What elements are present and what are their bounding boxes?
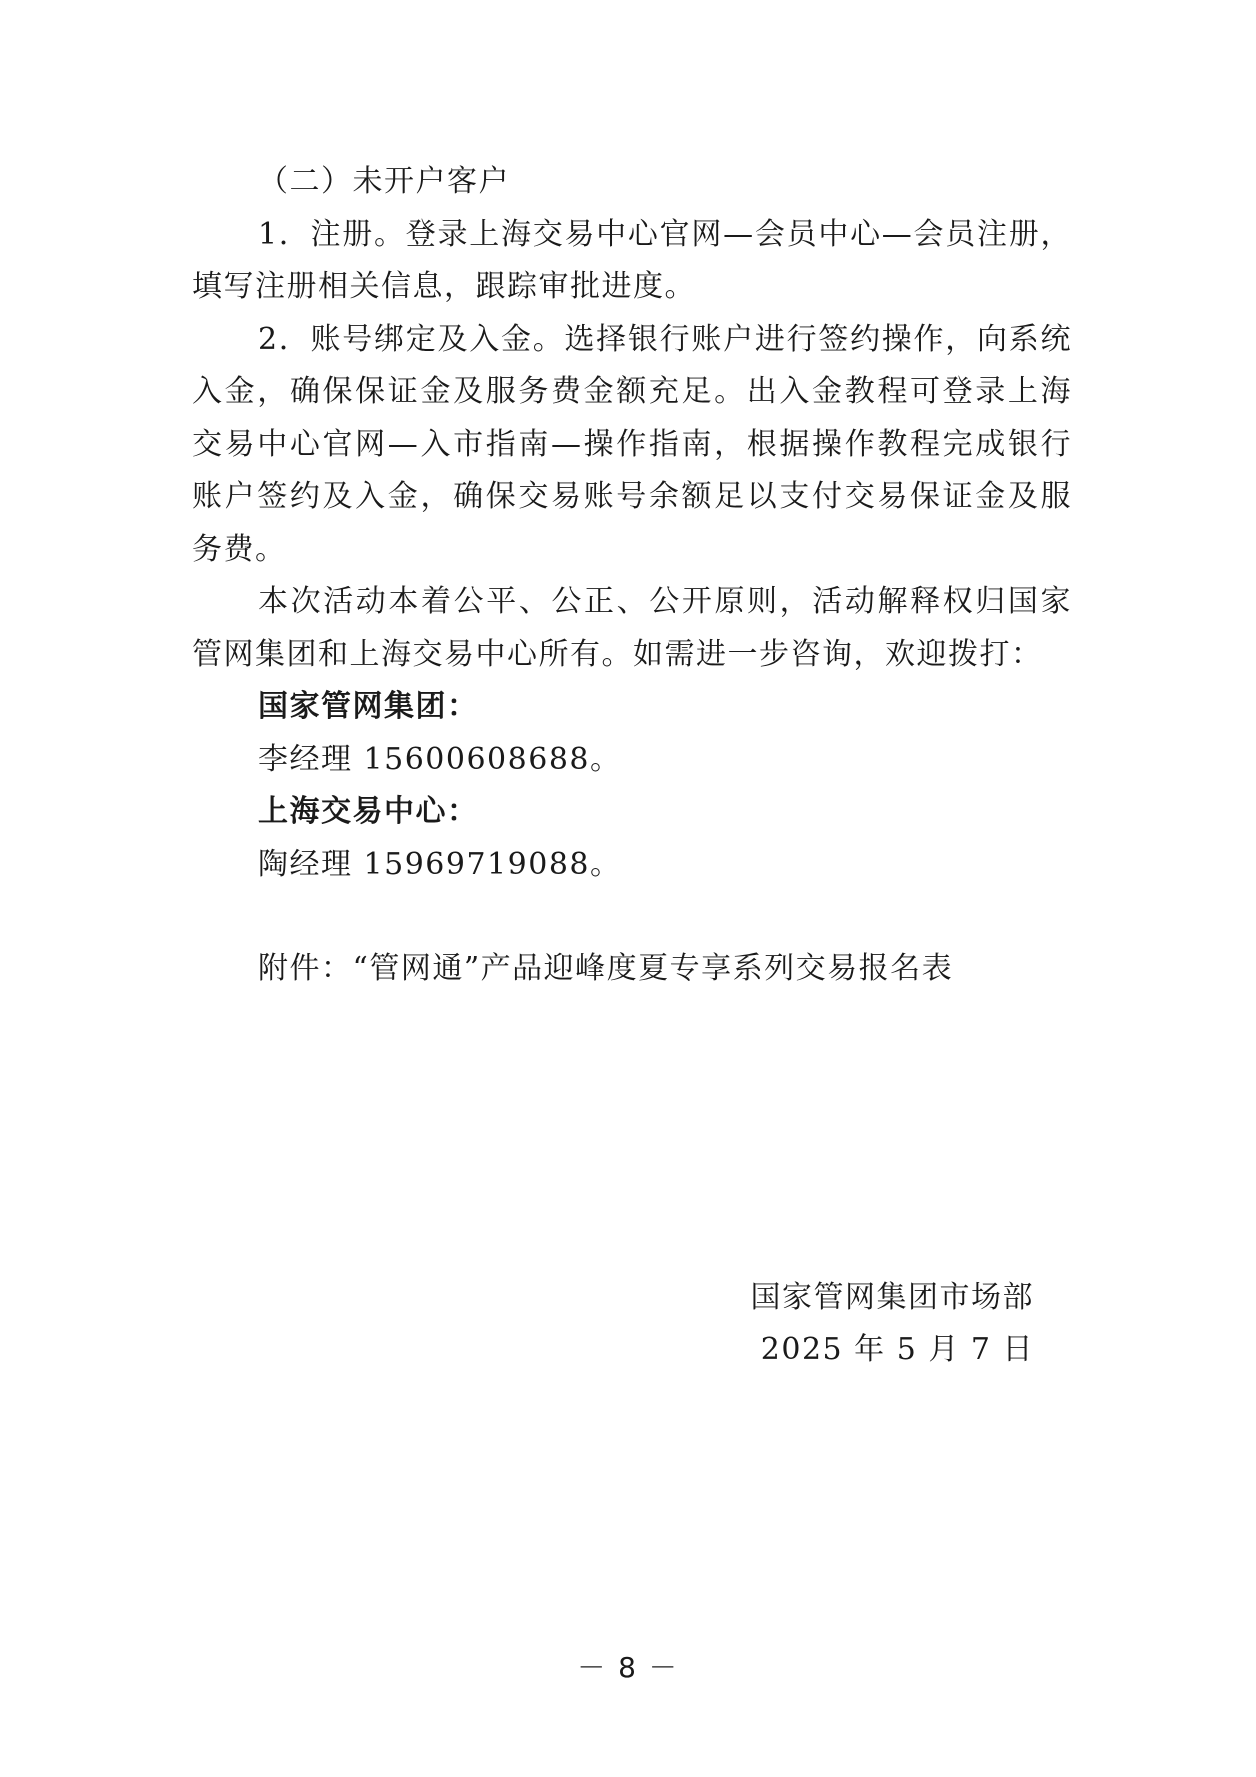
step-2-paragraph: 2．账号绑定及入金。选择银行账户进行签约操作，向系统入金，确保保证金及服务费金额充足。出入金教程可登录上海交易中心官网—入市指南—操作指南，根据操作教程完成银行账户签约及入金，确保交易账号余额足以支付交易保证金及服务费。	[192, 321, 1072, 567]
contact-person-shanghai-exchange: 陶经理 15969719088。	[258, 846, 622, 882]
signature-department: 国家管网集团市场部	[750, 1280, 1034, 1315]
notice-paragraph: 本次活动本着公平、公正、公开原则，活动解释权归国家管网集团和上海交易中心所有。如需进一步咨询，欢迎拨打：	[192, 584, 1072, 672]
attachment-line: 附件：“管网通”产品迎峰度夏专享系列交易报名表	[258, 951, 954, 986]
step-1-paragraph: 1．注册。登录上海交易中心官网—会员中心—会员注册，填写注册相关信息，跟踪审批进度。	[192, 216, 1072, 304]
spacer	[192, 891, 1072, 943]
contact-org-shanghai-exchange: 上海交易中心：	[258, 794, 479, 829]
contact-person-pipechina: 李经理 15600608688。	[258, 741, 622, 777]
signature-date: 2025 年 5 月 7 日	[760, 1332, 1034, 1367]
signature-block	[751, 1272, 1035, 1376]
document-body	[192, 156, 1072, 996]
page-number: － 8 －	[577, 1651, 679, 1684]
section-heading: （二）未开户客户	[258, 164, 510, 199]
contact-org-pipechina: 国家管网集团：	[258, 689, 479, 724]
